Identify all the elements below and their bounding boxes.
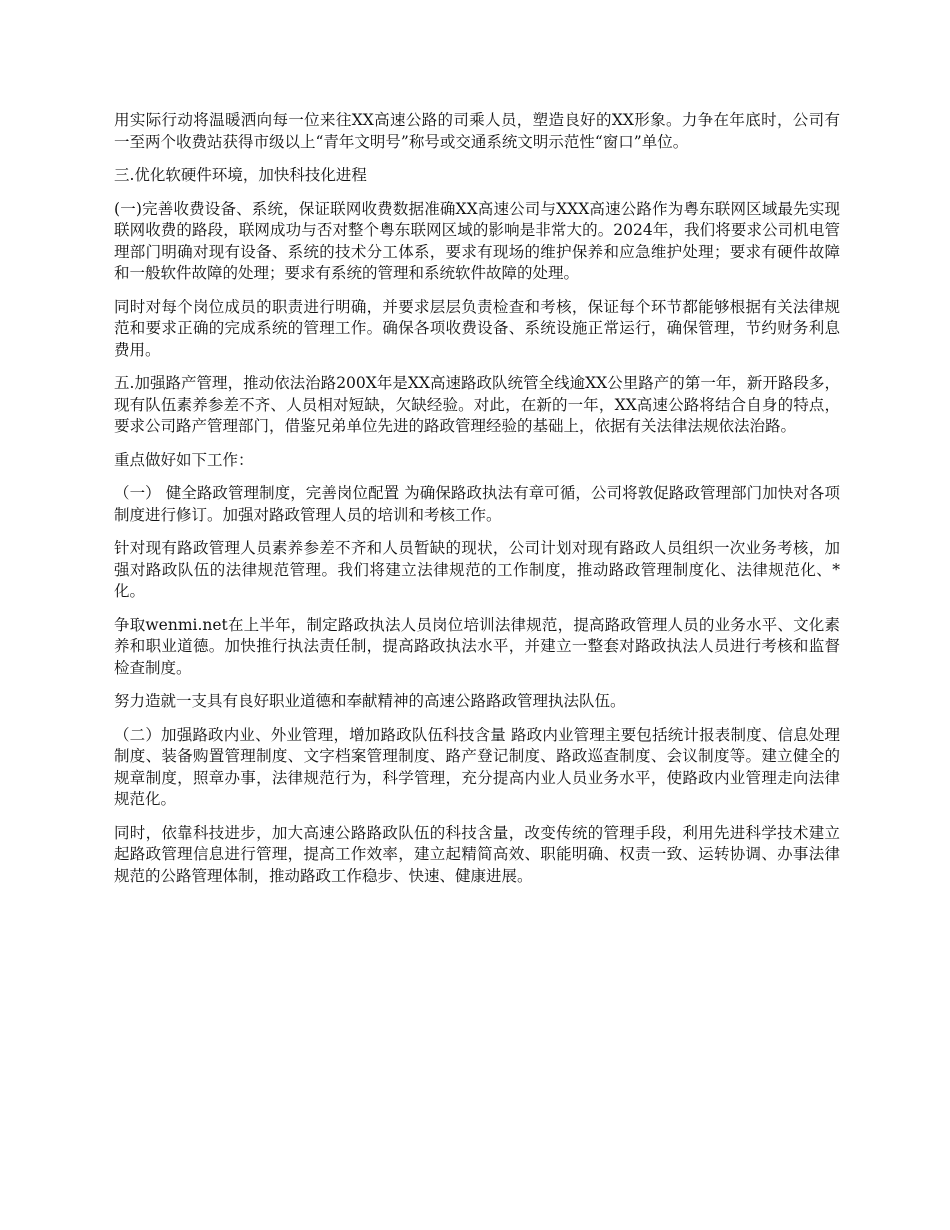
paragraph-technology: 同时，依靠科技进步，加大高速公路路政队伍的科技含量，改变传统的管理手段，利用先进科学技术建立起路政管理信息进行管理，提高工作效率，建立起精简高效、职能明确、权责一致、运转协调、办事法律规范的公路管理体制，推动路政工作稳步、快速、健康进展。 — [114, 823, 840, 885]
paragraph-assessment: 针对现有路政管理人员素养参差不齐和人员暂缺的现状，公司计划对现有路政人员组织一次业务考核，加强对路政队伍的法律规范管理。我们将建立法律规范的工作制度，推动路政管理制度化、法律规范化、*化。 — [114, 539, 840, 600]
document-body — [114, 110, 840, 899]
paragraph-key-work: 重点做好如下工作： — [114, 450, 254, 469]
paragraph-team: 努力造就一支具有良好职业道德和奉献精神的高速公路路政管理执法队伍。 — [114, 692, 626, 710]
paragraph-training: 争取wenmi.net在上半年，制定路政执法人员岗位培训法律规范，提高路政管理人员的业务水平、文化素养和职业道德。加快推行执法责任制，提高路政执法水平，并建立一整套对路政执法人员进行考核和监督检查制度。 — [114, 615, 840, 677]
section-heading-3: 三.优化软硬件环境，加快科技化进程 — [114, 166, 367, 184]
paragraph-responsibility: 同时对每个岗位成员的职责进行明确，并要求层层负责检查和考核，保证每个环节都能够根据有关法律规范和要求正确的完成系统的管理工作。确保各项收费设备、系统设施正常运行，确保管理，节约财务利息费用。 — [114, 297, 840, 359]
section-heading-5: 五.加强路产管理，推动依法治路200X年是XX高速路政队统管全线逾XX公里路产的第一年，新开路段多，现有队伍素养参差不齐、人员相对短缺，欠缺经验。对此，在新的一年，XX高速公路将结合自身的特点，要求公司路产管理部门，借鉴兄弟单位先进的路政管理经验的基础上，依据有关法律法规依法治路。 — [114, 374, 840, 435]
paragraph-intro: 用实际行动将温暖洒向每一位来往XX高速公路的司乘人员，塑造良好的XX形象。力争在年底时，公司有一至两个收费站获得市级以上“青年文明号”称号或交通系统文明示范性“窗口”单位。 — [114, 111, 840, 151]
paragraph-item-2: （二）加强路政内业、外业管理，增加路政队伍科技含量 路政内业管理主要包括统计报表制度、信息处理制度、装备购置管理制度、文字档案管理制度、路产登记制度、路政巡查制度、会议制度等。建立健全的规章制度，照章办事，法律规范行为，科学管理，充分提高内业人员业务水平，使路政内业管理走向法律规范化。 — [114, 725, 840, 808]
paragraph-equipment: (一)完善收费设备、系统，保证联网收费数据准确XX高速公司与XXX高速公路作为粤东联网区域最先实现联网收费的路段，联网成功与否对整个粤东联网区域的影响是非常大的。2024年，我们将要求公司机电管理部门明确对现有设备、系统的技术分工体系，要求有现场的维护保养和应急维护处理；要求有硬件故障和一般软件故障的处理；要求有系统的管理和系统软件故障的处理。 — [114, 199, 840, 282]
paragraph-item-1: （一） 健全路政管理制度，完善岗位配置 为确保路政执法有章可循，公司将敦促路政管理部门加快对各项制度进行修订。加强对路政管理人员的培训和考核工作。 — [114, 484, 840, 524]
